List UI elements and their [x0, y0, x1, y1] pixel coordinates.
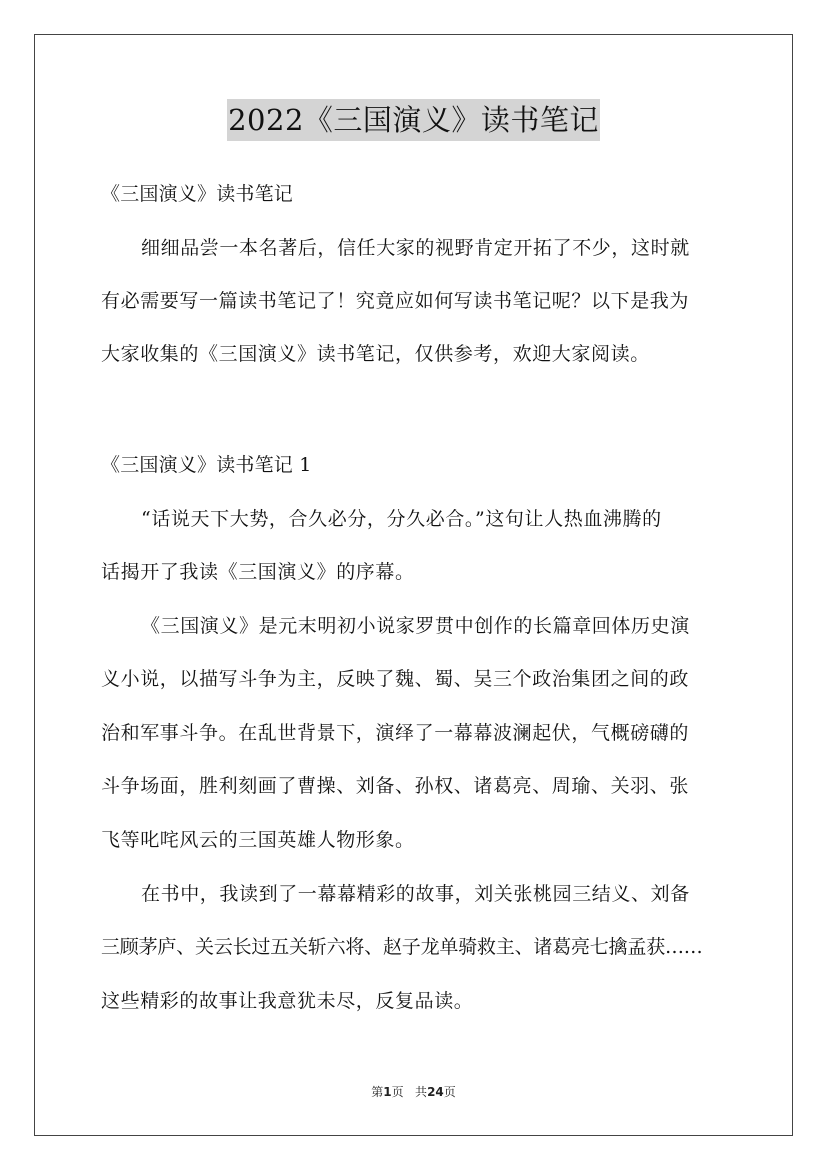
title-container: [0, 99, 827, 141]
paragraph-line: 斗争场面，胜利刻画了曹操、刘备、孙权、诸葛亮、周瑜、关羽、张: [101, 775, 690, 797]
paragraph-line: 这些精彩的故事让我意犹未尽，反复品读。: [101, 990, 474, 1012]
paragraph-line: “话说天下大势，合久必分，分久必合。”这句让人热血沸腾的: [141, 508, 662, 530]
paragraph-line: 在书中，我读到了一幕幕精彩的故事，刘关张桃园三结义、刘备: [141, 883, 690, 905]
section-heading-note-1: 《三国演义》读书笔记 1: [101, 454, 312, 476]
paragraph-line: 细细品尝一本名著后，信任大家的视野肯定开拓了不少，这时就: [141, 237, 690, 259]
total-pages: 24: [427, 1085, 444, 1099]
paragraph-line: 大家收集的《三国演义》读书笔记，仅供参考，欢迎大家阅读。: [101, 343, 650, 365]
paragraph-line: 三顾茅庐、关云长过五关斩六将、赵子龙单骑救主、诸葛亮七擒孟获……: [101, 936, 703, 958]
section-heading-intro: 《三国演义》读书笔记: [101, 183, 294, 205]
page-label-prefix: 第: [371, 1085, 384, 1099]
paragraph-line: 治和军事斗争。在乱世背景下，演绎了一幕幕波澜起伏，气概磅礴的: [101, 722, 690, 744]
paragraph-line: 义小说，以描写斗争为主，反映了魏、蜀、吴三个政治集团之间的政: [101, 668, 690, 690]
page-number: 1: [383, 1085, 392, 1099]
total-suffix: 页: [443, 1085, 456, 1099]
page-label-suffix: 页: [391, 1085, 404, 1099]
paragraph-line: 《三国演义》是元末明初小说家罗贯中创作的长篇章回体历史演: [141, 615, 690, 637]
document-title: 2022《三国演义》读书笔记: [227, 99, 600, 141]
paragraph-line: 有必需要写一篇读书笔记了！究竟应如何写读书笔记呢？以下是我为: [101, 290, 690, 312]
total-prefix: 共: [415, 1085, 428, 1099]
paragraph-line: 话揭开了我读《三国演义》的序幕。: [101, 561, 415, 583]
paragraph-line: 飞等叱咤风云的三国英雄人物形象。: [101, 829, 415, 851]
page-footer: [0, 1084, 827, 1100]
